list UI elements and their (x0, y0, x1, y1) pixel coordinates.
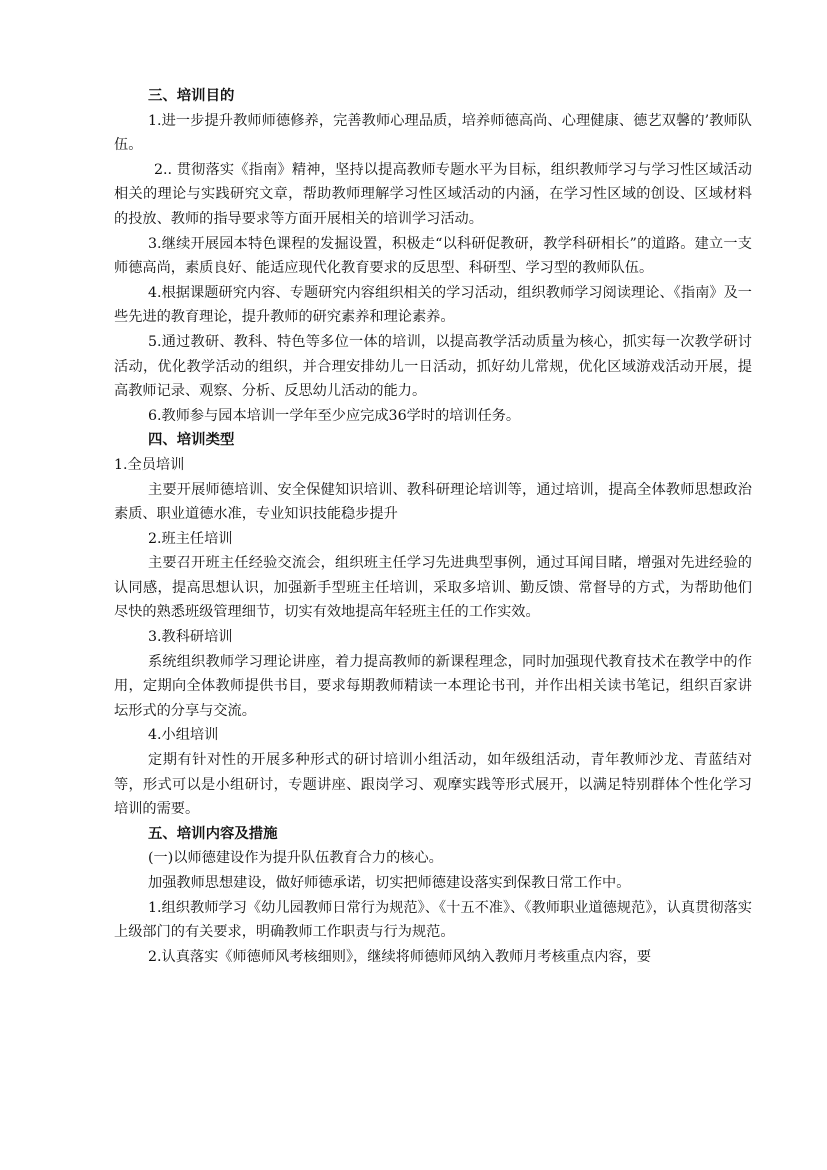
section-heading-content-measures: 五、培训内容及措施 (148, 825, 278, 842)
measure-item-2: 2.认真落实《师德师风考核细则》，继续将师德师风纳入教师月考核重点内容，要 (148, 948, 652, 965)
type-title-all-staff: 1.全员培训 (114, 456, 185, 473)
section-heading-training-goals: 三、培训目的 (148, 88, 235, 104)
subsection-ethics-core: (一)以师德建设作为提升队伍教育合力的核心。 (148, 850, 443, 867)
subsection-ethics-intro: 加强教师思想建设，做好师德承诺，切实把师德建设落实到保教日常工作中。 (148, 875, 631, 891)
goal-item-6: 6.教师参与园本培训一学年至少应完成36学时的培训任务。 (148, 407, 521, 424)
goal-item-5: 5.通过教研、教科、特色等多位一体的培训，以提高教学活动质量为核心，抓实每一次教学研讨活动，优化教学活动的组织，并合理安排幼儿一日活动，抓好幼儿常规，优化区域游戏活动开展，提高教师记录、观察、分析、反思幼儿活动的能力。 (114, 333, 752, 400)
document-page (114, 84, 752, 969)
type-body-research: 系统组织教师学习理论讲座，着力提高教师的新课程理念，同时加强现代教育技术在教学中的作用，定期向全体教师提供书目，要求每期教师精读一本理论书刊，并作出相关读书笔记，组织百家讲坛形式的分享与交流。 (114, 653, 752, 719)
goal-item-1: 1.进一步提升教师师德修养，完善教师心理品质，培养师德高尚、心理健康、德艺双馨的’教师队伍。 (114, 112, 752, 154)
type-title-head-teacher: 2.班主任培训 (148, 530, 233, 547)
measure-item-1: 1.组织教师学习《幼儿园教师日常行为规范》、《十五不准》、《教师职业道德规范》，认真贯彻落实上级部门的有关要求，明确教师工作职责与行为规范。 (114, 899, 752, 941)
goal-item-4: 4.根据课题研究内容、专题研究内容组织相关的学习活动，组织教师学习阅读理论、《指南》及一些先进的教育理论，提升教师的研究素养和理论素养。 (114, 284, 752, 326)
section-heading-training-types: 四、培训类型 (148, 432, 235, 449)
type-body-head-teacher: 主要召开班主任经验交流会，组织班主任学习先进典型事例，通过耳闻目睹，增强对先进经验的认同感，提高思想认识，加强新手型班主任培训，采取多培训、勤反馈、常督导的方式，为帮助他们尽快的熟悉班级管理细节，切实有效地提高年轻班主任的工作实效。 (114, 555, 752, 621)
goal-item-3: 3.继续开展园本特色课程的发掘设置，积极走“以科研促教研，教学科研相长”的道路。建立一支师德高尚，素质良好、能适应现代化教育要求的反思型、科研型、学习型的教师队伍。 (114, 235, 752, 277)
type-title-group: 4.小组培训 (148, 727, 219, 744)
type-body-all-staff: 主要开展师德培训、安全保健知识培训、教科研理论培训等，通过培训，提高全体教师思想政治素质、职业道德水准，专业知识技能稳步提升 (114, 481, 752, 523)
type-title-research: 3.教科研培训 (148, 629, 233, 646)
goal-item-2: 2.. 贯彻落实《指南》精神，坚持以提高教师专题水平为目标，组织教师学习与学习性区域活动相关的理论与实践研究文章，帮助教师理解学习性区域活动的内涵，在学习性区域的创设、区域材料的投放、教师的指导要求等方面开展相关的培训学习活动。 (114, 161, 752, 227)
type-body-group: 定期有针对性的开展多种形式的研讨培训小组活动，如年级组活动，青年教师沙龙、青蓝结对等，形式可以是小组研讨，专题讲座、跟岗学习、观摩实践等形式展开，以满足特别群体个性化学习培训的需要。 (114, 752, 752, 818)
